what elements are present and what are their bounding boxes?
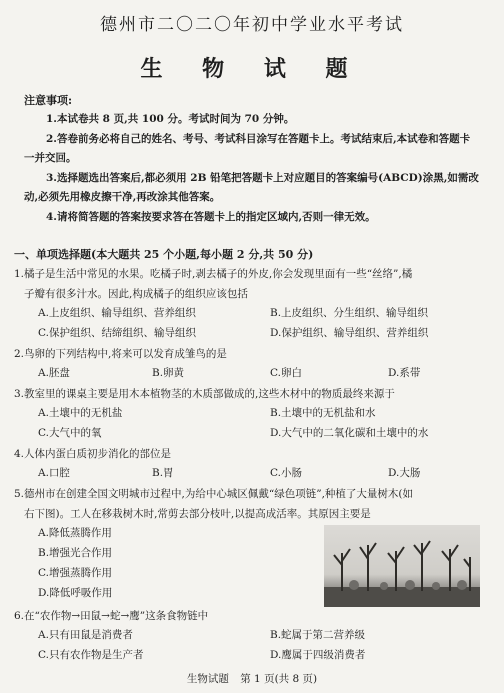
- note-item: 3.选择题选出答案后,都必须用 2B 铅笔把答题卡上对应题目的答案编号(ABCD)涂黑,如需改动,必须先用橡皮擦干净,再改涂其他答案。: [24, 172, 479, 203]
- tree-photo: [324, 525, 480, 607]
- option-b: B.上皮组织、分生组织、输导组织: [270, 307, 429, 319]
- question-stem: 2.鸟卵的下列结构中,将来可以发育成雏鸟的是: [14, 348, 227, 360]
- option-c: C.大气中的氧: [38, 427, 102, 439]
- question-2: [14, 344, 492, 364]
- option-d: D.大气中的二氧化碳和土壤中的水: [270, 427, 429, 439]
- option-b: B.增强光合作用: [38, 547, 113, 559]
- option-d: D.降低呼吸作用: [38, 587, 113, 599]
- footer-page-number: 第 1 页(共 8 页): [240, 673, 318, 685]
- option-a: A.土壤中的无机盐: [38, 407, 123, 419]
- question-6: [14, 606, 492, 626]
- option-d: D.大肠: [388, 467, 421, 479]
- question-1: [14, 264, 492, 304]
- question-stem: 1.橘子是生活中常见的水果。吃橘子时,剥去橘子的外皮,你会发现里面有一些“丝络”,橘: [14, 268, 413, 280]
- option-a: A.只有田鼠是消费者: [38, 629, 133, 641]
- page-footer: [0, 671, 504, 686]
- option-a: A.上皮组织、输导组织、营养组织: [38, 307, 196, 319]
- option-b: B.土壤中的无机盐和水: [270, 407, 376, 419]
- question-3: [14, 384, 492, 404]
- note-item: 2.答卷前务必将自己的姓名、考号、考试科目涂写在答题卡上。考试结束后,本试卷和答题卡一并交回。: [24, 133, 471, 164]
- question-stem: 5.德州市在创建全国文明城市过程中,为给中心城区佩戴“绿色项链”,种植了大量树木(如: [14, 488, 414, 500]
- notes-heading: 注意事项:: [24, 94, 73, 107]
- option-a: A.胚盘: [38, 367, 70, 379]
- question-4: [14, 444, 492, 464]
- question-stem: 6.在“农作物→田鼠→蛇→鹰”这条食物链中: [14, 610, 209, 622]
- question-5: [14, 484, 492, 524]
- note-item: 4.请将简答题的答案按要求答在答题卡上的指定区域内,否则一律无效。: [46, 211, 376, 223]
- option-a: A.口腔: [38, 467, 70, 479]
- exam-title: 德州市二〇二〇年初中学业水平考试: [100, 15, 404, 35]
- option-d: D.鹰属于四级消费者: [270, 649, 366, 661]
- option-a: A.降低蒸腾作用: [38, 527, 112, 539]
- option-b: B.胃: [152, 467, 174, 479]
- tree-photo-illustration: [324, 525, 480, 607]
- footer-subject: 生物试题: [186, 673, 229, 685]
- option-d: D.系带: [388, 367, 421, 379]
- question-stem: 3.教室里的课桌主要是用木本植物茎的木质部做成的,这些木材中的物质最终来源于: [14, 388, 395, 400]
- note-item: 1.本试卷共 8 页,共 100 分。考试时间为 70 分钟。: [46, 113, 295, 125]
- option-d: D.保护组织、输导组织、营养组织: [270, 327, 429, 339]
- option-c: C.小肠: [270, 467, 302, 479]
- subject-title: 生 物 试 题: [140, 56, 364, 82]
- option-c: C.卵白: [270, 367, 302, 379]
- option-b: B.蛇属于第二营养级: [270, 629, 366, 641]
- option-c: C.保护组织、结缔组织、输导组织: [38, 327, 196, 339]
- option-c: C.只有农作物是生产者: [38, 649, 144, 661]
- option-c: C.增强蒸腾作用: [38, 567, 112, 579]
- question-stem: 4.人体内蛋白质初步消化的部位是: [14, 448, 172, 460]
- option-b: B.卵黄: [152, 367, 185, 379]
- question-stem-continued: 子瓣有很多汁水。因此,构成橘子的组织应该包括: [24, 288, 248, 300]
- question-stem-continued: 右下图)。工人在移栽树木时,常剪去部分枝叶,以提高成活率。其原因主要是: [24, 508, 371, 520]
- section-heading: 一、单项选择题(本大题共 25 个小题,每小题 2 分,共 50 分): [14, 248, 314, 261]
